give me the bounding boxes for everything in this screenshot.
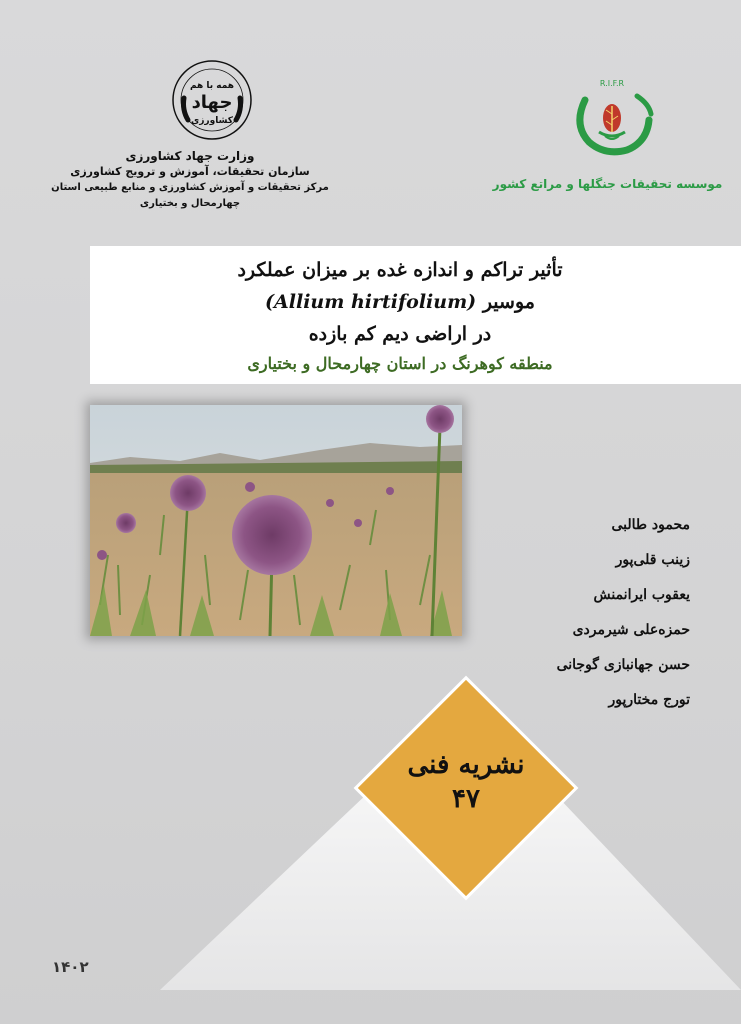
publication-number: ۴۷ (452, 784, 480, 814)
logo-sub-word: کشاورزی (191, 116, 233, 126)
author-5: حسن جهانبازی گوجانی (556, 657, 690, 673)
allium-field-photo (90, 405, 462, 636)
rifr-logo (565, 70, 660, 165)
title-block (90, 254, 710, 378)
author-4: حمزه‌علی شیرمردی (572, 622, 690, 638)
author-2: زینب قلی‌پور (615, 552, 690, 568)
author-3: یعقوب ایرانمنش (593, 587, 690, 603)
title-line-2 (90, 286, 710, 318)
ministry-lines (30, 148, 350, 212)
ministry-line-3: مرکز تحقیقات و آموزش کشاورزی و منابع طبیعی استان چهارمحال و بختیاری (51, 182, 329, 209)
jahad-keshavarzi-logo (170, 58, 254, 142)
ministry-line-1: وزارت جهاد کشاورزی (125, 149, 255, 163)
author-1: محمود طالبی (611, 517, 690, 533)
publication-year: ۱۴۰۲ (52, 958, 89, 976)
publication-label: نشریه فنی (407, 750, 525, 780)
rifr-acronym: R.I.F.R (599, 79, 625, 88)
author-6: تورج مختارپور (608, 692, 690, 708)
title-subtitle: منطقه کوهرنگ در استان چهارمحال و بختیاری (247, 354, 553, 373)
publication-label-block (374, 748, 558, 816)
scientific-name: (Allium hirtifolium) (265, 291, 477, 313)
title-line-3: در اراضی دیم کم بازده (308, 323, 492, 345)
logo-arc-text: همه با هم (189, 81, 235, 91)
title-line-1: تأثیر تراکم و اندازه غده بر میزان عملکرد (237, 259, 563, 281)
rifr-institute-name: موسسه تحقیقات جنگلها و مراتع کشور (492, 177, 723, 191)
logo-main-word: جهاد (191, 92, 233, 113)
ministry-line-2: سازمان تحقیقات، آموزش و ترویج کشاورزی (70, 165, 310, 178)
title-line-2-prefix: موسیر (482, 291, 535, 313)
